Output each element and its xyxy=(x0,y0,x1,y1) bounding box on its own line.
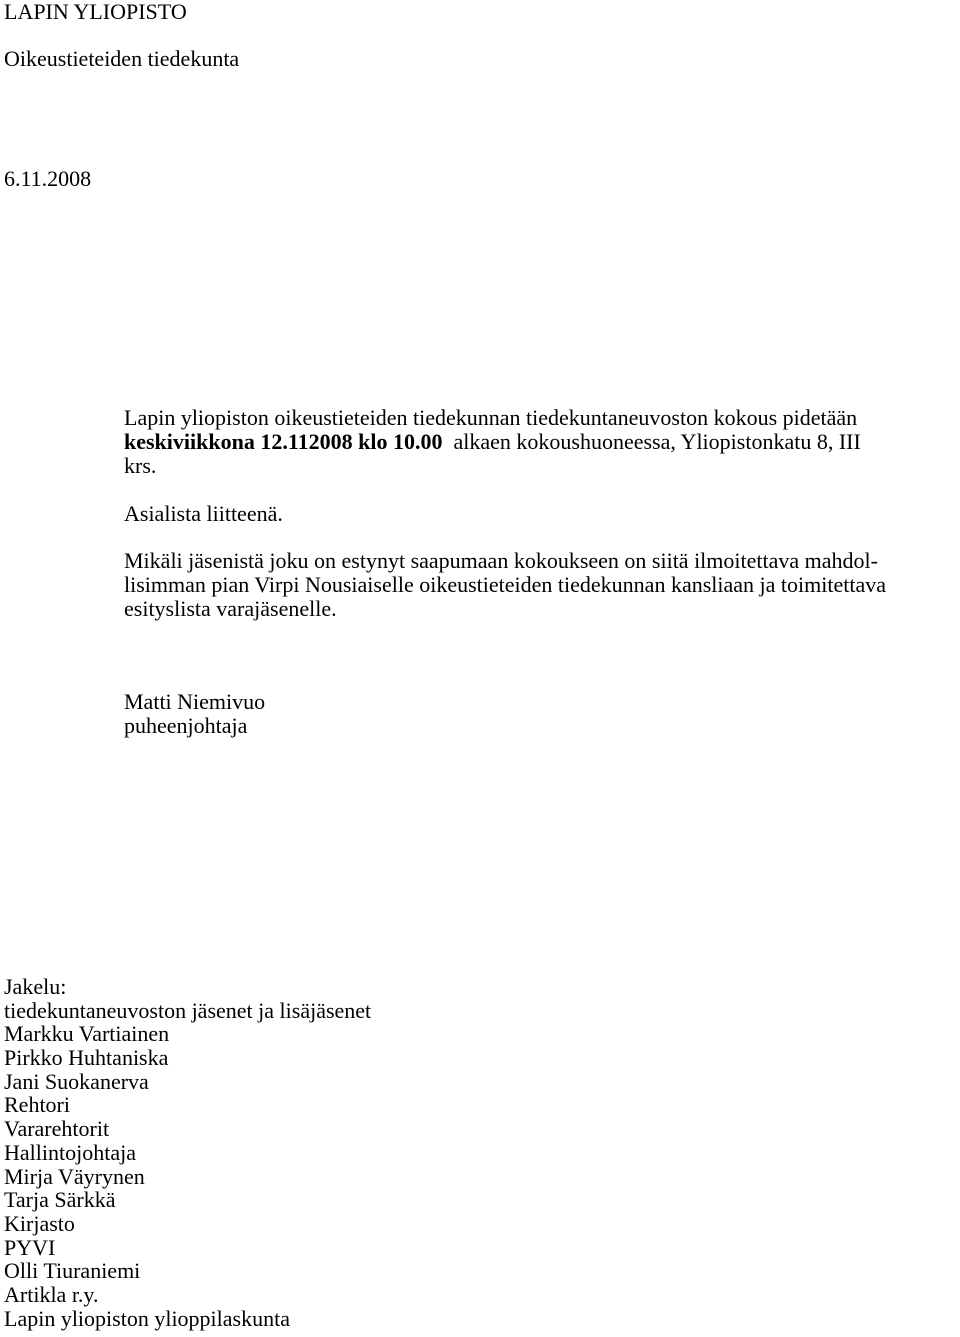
list-item: Hallintojohtaja xyxy=(4,1139,136,1165)
distribution-heading: Jakelu: xyxy=(4,974,67,999)
list-item: Markku Vartiainen xyxy=(4,1021,170,1047)
list-item: Vararehtorit xyxy=(4,1116,110,1142)
list-item: Jani Suokanerva xyxy=(4,1068,149,1094)
faculty-name: Oikeustieteiden tiedekunta xyxy=(4,46,240,71)
list-item: Olli Tiuraniemi xyxy=(4,1258,141,1284)
absence-line-3: esityslista varajäsenelle. xyxy=(124,596,337,621)
invitation-line-1: Lapin yliopiston oikeustieteiden tiedekunnan tiedekuntaneuvoston kokous pidetään xyxy=(124,405,858,430)
meeting-invitation xyxy=(124,406,960,478)
list-item: Mirja Väyrynen xyxy=(4,1163,145,1189)
list-item: PYVI xyxy=(4,1234,56,1260)
signature-block xyxy=(124,690,960,738)
list-item: Artikla r.y. xyxy=(4,1281,99,1307)
list-item: Lapin yliopiston ylioppilaskunta xyxy=(4,1305,290,1331)
list-item: Rehtori xyxy=(4,1092,70,1118)
university-name: LAPIN YLIOPISTO xyxy=(4,0,187,24)
list-item: Pirkko Huhtaniska xyxy=(4,1045,169,1071)
agenda-note xyxy=(124,502,960,526)
meeting-location: alkaen kokoushuoneessa, Yliopistonkatu 8, III xyxy=(442,429,861,454)
absence-line-2: lisimman pian Virpi Nousiaiselle oikeustieteiden tiedekunnan kansliaan ja toimitettava xyxy=(124,572,886,597)
list-item: tiedekuntaneuvoston jäsenet ja lisäjäsenet xyxy=(4,997,372,1023)
document-date: 6.11.2008 xyxy=(4,166,92,191)
absence-line-1: Mikäli jäsenistä joku on estynyt saapumaan kokoukseen on siitä ilmoitettava mahdol- xyxy=(124,548,878,573)
invitation-line-2 xyxy=(124,430,960,454)
meeting-time: keskiviikkona 12.112008 klo 10.00 xyxy=(124,429,443,454)
signer-title: puheenjohtaja xyxy=(124,713,248,738)
absence-note xyxy=(124,549,960,621)
agenda-note-text: Asialista liitteenä. xyxy=(124,501,283,526)
list-item: Kirjasto xyxy=(4,1210,75,1236)
invitation-line-3: krs. xyxy=(124,453,157,478)
list-item: Tarja Särkkä xyxy=(4,1187,116,1213)
distribution-list xyxy=(4,975,371,1330)
signer-name: Matti Niemivuo xyxy=(124,689,266,714)
